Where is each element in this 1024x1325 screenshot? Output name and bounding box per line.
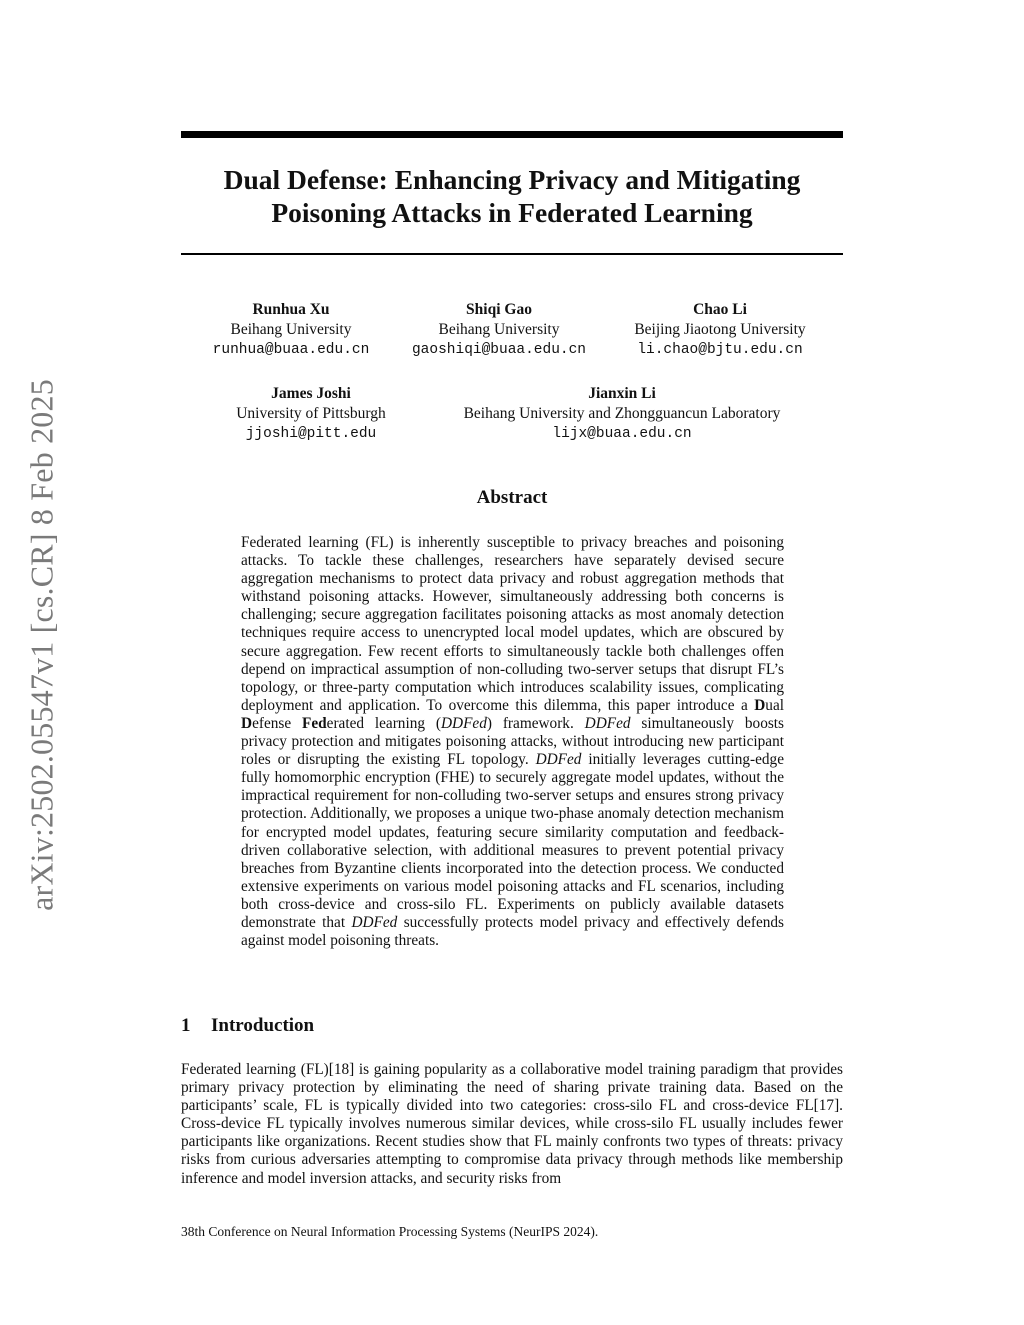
method-name: DDFed <box>584 714 631 732</box>
author-email[interactable]: jjoshi@pitt.edu <box>245 426 377 442</box>
method-name: DDFed <box>535 751 582 769</box>
abstract-text: Federated learning (FL) is inherently susceptible to privacy breaches and poisoning attacks. To tackle these challenges, researchers have separately devised secure aggregation mechanisms to protect data privacy and robust aggregation methods that withstand poisoning attacks. However, simultaneously addressing both concerns is challenging; secure aggregation facilitates poisoning attacks as most anomaly detection techniques require access to unencrypted local model updates, which are obscured by secure aggregation. Few recent efforts to simultaneously tackle both challenges offen depend on impractical assumption of non-colluding two-server setups that disrupt FL’s topology, or three-party computation which introduces scalability issues, complicating deployment and application. To overcome this dilemma, this paper introduce a <box>241 534 784 714</box>
title-top-rule <box>181 131 843 138</box>
title-line-2: Poisoning Attacks in Federated Learning <box>271 197 753 228</box>
author-name: Runhua Xu <box>252 301 330 318</box>
abstract-text: initially leverages cutting-edge fully homomorphic encryption (FHE) to securely aggregate model updates, without the impractical requirement for non-colluding two-server setups and ensures strong privacy protection. Additionally, we proposes a unique two-phase anomaly detection mechanism for encrypted model updates, featuring secure similarity computation and feedback-driven collaborative selection, with additional measures to prevent potential privacy breaches from Byzantine clients incorporated into the detection process. We conducted extensive experiments on various model poisoning attacks and FL scenarios, including both cross-device and cross-silo FL. Experiments on publicly available datasets demonstrate that <box>241 751 784 931</box>
arxiv-identifier-stamp: arXiv:2502.05547v1 [cs.CR] 8 Feb 2025 <box>23 379 60 911</box>
author-affiliation: Beihang University <box>230 321 352 338</box>
section-number: 1 <box>181 1015 191 1036</box>
method-name: DDFed <box>351 913 398 931</box>
abstract-text: successfully protects model privacy and effectively defends against model poisoning threats. <box>241 913 784 950</box>
abstract-text: ual <box>765 696 784 714</box>
author-affiliation: Beijing Jiaotong University <box>634 321 806 338</box>
abstract-body <box>241 534 784 950</box>
introduction-paragraph: Federated learning (FL)[18] is gaining popularity as a collaborative model training paradigm that provides primary privacy protection by eliminating the need of sharing private training data. Based on the participants’ scale, FL is typically divided into two categories: cross-silo FL and cross-device FL[17]. Cross-device FL typically involves numerous similar devices, while cross-silo FL usually includes fewer participants like organizations. Recent studies show that FL mainly confronts two types of threats: privacy risks from curious adversaries attempting to compromise data privacy through methods like membership inference and model inversion attacks, and security risks from <box>181 1061 843 1187</box>
author-affiliation: Beihang University and Zhongguancun Laboratory <box>463 405 781 422</box>
author-block <box>211 384 411 444</box>
author-email[interactable]: gaoshiqi@buaa.edu.cn <box>411 342 587 358</box>
conference-footnote: 38th Conference on Neural Information Processing Systems (NeurIPS 2024). <box>181 1224 599 1239</box>
author-name: Shiqi Gao <box>466 301 532 318</box>
abstract-text: ) framework. <box>486 714 585 732</box>
abstract-text: efense <box>252 714 302 732</box>
author-affiliation: Beihang University <box>438 321 560 338</box>
author-block <box>191 300 391 360</box>
author-name: Chao Li <box>693 301 747 318</box>
author-affiliation: University of Pittsburgh <box>236 405 386 422</box>
abstract-heading: Abstract <box>476 487 548 508</box>
author-block <box>432 384 812 444</box>
acronym-letter: D <box>754 696 766 714</box>
acronym-letter: Fed <box>302 714 327 732</box>
author-email[interactable]: runhua@buaa.edu.cn <box>212 342 370 358</box>
author-email[interactable]: li.chao@bjtu.edu.cn <box>637 342 803 358</box>
author-block <box>394 300 604 360</box>
author-email[interactable]: lijx@buaa.edu.cn <box>552 426 692 442</box>
title-line-1: Dual Defense: Enhancing Privacy and Mitigating <box>223 164 801 195</box>
author-name: James Joshi <box>271 385 351 402</box>
abstract-text: erated learning ( <box>326 714 441 732</box>
method-name: DDFed <box>440 714 487 732</box>
paper-title <box>181 163 843 229</box>
section-title: Introduction <box>211 1015 315 1036</box>
section-heading-introduction <box>181 1015 314 1037</box>
acronym-letter: D <box>241 714 253 732</box>
abstract-text: simultaneously boosts privacy protection and mitigates poisoning attacks, without introducing new participant roles or disrupting the existing FL topology. <box>241 714 784 769</box>
title-bottom-rule <box>181 253 843 255</box>
author-name: Jianxin Li <box>588 385 656 402</box>
author-block <box>609 300 831 360</box>
